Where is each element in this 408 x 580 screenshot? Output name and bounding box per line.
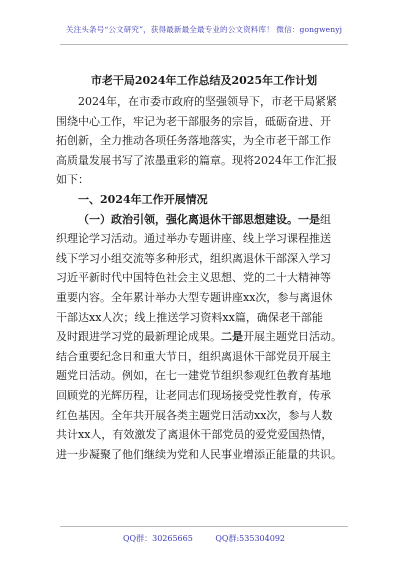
body-line: 习近平新时代中国特色社会主义思想、党的二十大精神等 (56, 271, 331, 285)
body-text: 开展主题党日活动。 (243, 330, 342, 344)
section-heading: 一、2024年工作开展情况 (78, 192, 208, 206)
header-divider (60, 44, 348, 45)
body-line: 重要内容。全年累计举办大型专题讲座xx次，参与离退休 (56, 290, 333, 304)
header-watermark-text: 关注头条号“公文研究”，获得最新最全最专业的公文资料库！ 微信：gongwenyj (65, 25, 343, 34)
qq-group-2: QQ群:535304092 (215, 534, 285, 543)
document-title: 市老干局2024年工作总结及2025年工作计划 (90, 74, 318, 87)
subsection-heading: （一）政治引领，强化离退休干部思想建设。 (78, 212, 298, 226)
item-marker-one: 一是 (298, 212, 320, 226)
body-line: 高质量发展书写了浓墨重彩的篇章。现将2024年工作汇报 (56, 153, 337, 167)
body-line: 2024年，在市委市政府的坚强领导下，市老干局紧紧 (78, 95, 337, 108)
footer-divider (60, 526, 348, 527)
body-line (56, 327, 356, 347)
body-line: 干部达xx人次；线上推送学习资料xx篇，确保老干部能 (56, 310, 323, 324)
body-line: 题党日活动。例如，在七一建党节组织参观红色教育基地 (56, 369, 331, 383)
body-line: 回顾党的光辉历程，让老同志们现场接受党性教育，传承 (56, 388, 331, 402)
body-text: 及时跟进学习党的最新理论成果。 (56, 330, 221, 344)
body-line: 拓创新，全力推动各项任务落地落实，为全市老干部工作 (56, 134, 331, 148)
document-body (56, 92, 356, 464)
body-line: 进一步凝聚了他们继续为党和人民事业增添正能量的共识。 (56, 447, 342, 461)
item-marker-two: 二是 (221, 330, 243, 344)
qq-group-1: QQ群：30265665 (122, 534, 193, 543)
body-line: 线下学习小组交流等多种形式，组织离退休干部深入学习 (56, 251, 331, 265)
body-line: 如下： (56, 173, 89, 187)
body-line: 围绕中心工作，牢记为老干部服务的宗旨，砥砺奋进、开 (56, 114, 331, 128)
subsection-line (56, 210, 356, 230)
body-line: 结合重要纪念日和重大节日，组织离退休干部党员开展主 (56, 349, 331, 363)
body-line: 共计xx人，有效激发了离退休干部党员的爱党爱国热情， (56, 428, 333, 442)
body-text: 组 (320, 212, 331, 226)
body-line: 红色基因。全年共开展各类主题党日活动xx次，参与人数 (56, 408, 333, 422)
body-line: 织理论学习活动。通过举办专题讲座、线上学习课程推送 (56, 232, 331, 246)
footer (0, 533, 408, 544)
